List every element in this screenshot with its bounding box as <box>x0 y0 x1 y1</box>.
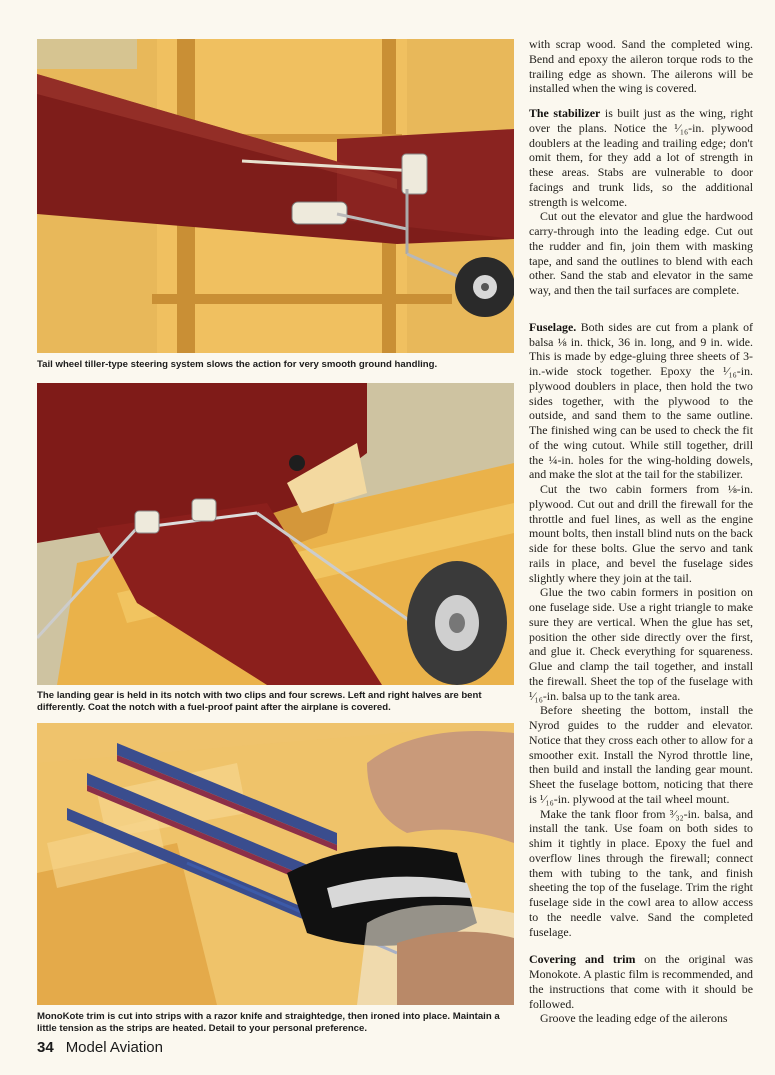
intro-paragraph: with scrap wood. Sand the completed wing. Bend and epoxy the aileron torque rods to the trailing edge as shown. The ailerons will be installed when the wing is covered. <box>529 37 753 96</box>
covering-heading: Covering and trim <box>529 952 636 967</box>
stabilizer-heading: The stabilizer <box>529 106 601 120</box>
magazine-name: Model Aviation <box>65 1039 163 1056</box>
article-column <box>529 37 753 1026</box>
fuselage-text: Both sides are cut from a plank of balsa ⅛ in. thick, 36 in. long, and 9 in. wide. This is made by edge-gluing three sheets of 3-in.-wide stock together. Epoxy the ¹⁄₁₆-in. plywood doublers in place, then hold the two sides together, with the plywood to the outside, and sand them to the same outline. The finished wing can be used to check the fit of the wing cutout. While still together, drill the ¼-in. holes for the wing-holding dowels, and make the slot at the tail for the stabilizer. <box>529 319 753 482</box>
fuselage-paragraph <box>529 320 753 482</box>
landing-gear-photo <box>37 383 514 685</box>
fuselage-paragraph-2: Cut the two cabin formers from ⅛-in. plywood. Cut out and drill the firewall for the throttle and fuel lines, as well as the engine mount bolts, then install blind nuts on the back side for these bolts. Glue the servo and tank rails in place, and bevel the fuselage sides slightly where they join at the tail. <box>529 482 753 585</box>
photo-caption-2: The landing gear is held in its notch with two clips and four screws. Left and right halves are bent differently. Coat the notch with a fuel-proof paint after the airplane is covered. <box>37 690 482 714</box>
tail-wheel-photo <box>37 39 514 353</box>
page-number: 34 <box>37 1039 54 1056</box>
covering-paragraph-2: Groove the leading edge of the ailerons <box>540 1011 728 1026</box>
covering-paragraph <box>529 952 753 1011</box>
monokote-trim-photo <box>37 723 514 1005</box>
stabilizer-text: is built just as the wing, right over the plans. Notice the ¹⁄₁₆-in. plywood doublers at the leading and trailing edge; don't omit them, for they add a lot of strength in these areas. Stabs are vulnerable to door facings and trunk lids, so the additional strength is welcome. <box>529 106 753 209</box>
stabilizer-paragraph <box>529 106 753 209</box>
fuselage-paragraph-5: Make the tank floor from ³⁄₃₂-in. balsa, and install the tank. Use foam on both sides to shim it tightly in place. Epoxy the fuel and overflow lines through the firewall; connect them with tubing to the tank, and finish sheeting the top of the fuselage. Trim the right fuselage side in the cowl area to allow access to the needle valve. Sand the completed fuselage. <box>529 806 753 939</box>
photo-caption-3: MonoKote trim is cut into strips with a razor knife and straightedge, then ironed into place. Maintain a little tension as the strips are heated. Detail to your personal preference. <box>37 1011 500 1035</box>
photo-caption-1: Tail wheel tiller-type steering system slows the action for very smooth ground handling. <box>37 359 438 370</box>
page-footer <box>37 1039 163 1056</box>
fuselage-paragraph-3: Glue the two cabin formers in position on one fuselage side. Use a right triangle to make sure they are vertical. When the glue has set, position the other side directly over the first, and glue it. Check everything for squareness. Glue and clamp the tail together, and install the firewall. Sheet the top of the fuselage with ¹⁄₁₆-in. balsa up to the tank area. <box>529 585 753 703</box>
stabilizer-paragraph-2: Cut out the elevator and glue the hardwood carry-through into the leading edge. Cut out the rudder and fin, join them with masking tape, and sand the outlines to blend with each other. Sand the stab and elevator in the same way, and then the tail surfaces are complete. <box>529 209 753 297</box>
fuselage-heading: Fuselage. <box>529 319 577 334</box>
fuselage-paragraph-4: Before sheeting the bottom, install the Nyrod guides to the rudder and elevator. Notice that they cross each other to allow for a smoother exit. Install the Nyrod throttle line, then build and install the landing gear mount. Sheet the fuselage bottom, noticing that there is ¹⁄₁₆-in. plywood at the tail wheel mount. <box>529 703 753 806</box>
covering-text: on the original was Monokote. A plastic film is recommended, and the instructions that come with it should be followed. <box>529 952 753 1011</box>
